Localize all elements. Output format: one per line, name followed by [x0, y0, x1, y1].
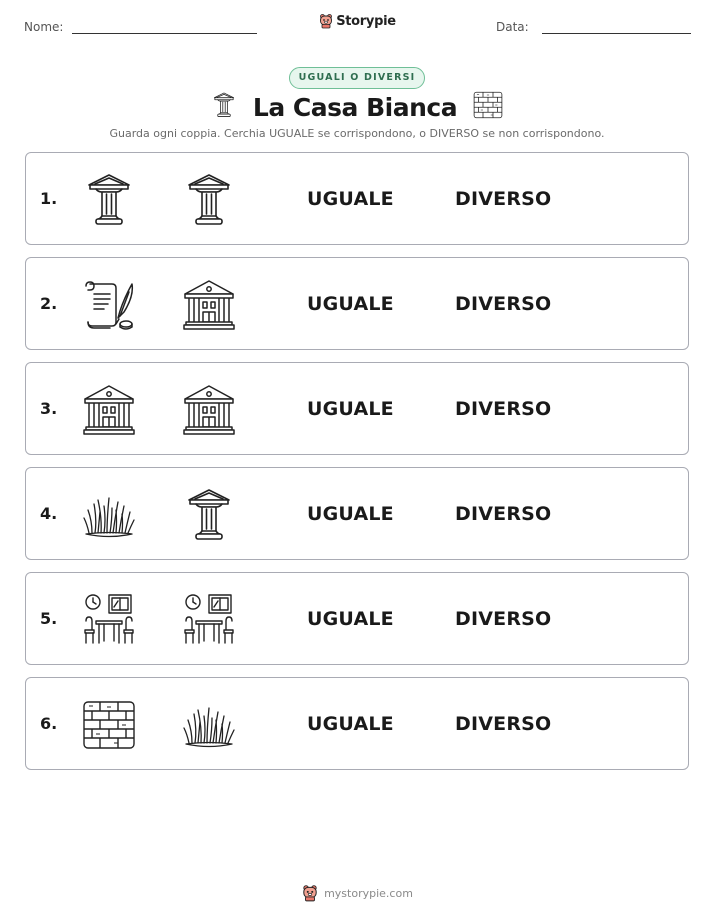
same-option[interactable]: UGUALE [307, 397, 394, 420]
dining-room-icon [182, 593, 236, 647]
column-icon [182, 488, 236, 542]
comparison-row [25, 152, 689, 245]
row-number: 6. [40, 714, 58, 733]
row-number: 1. [40, 189, 58, 208]
different-option[interactable]: DIVERSO [455, 292, 552, 315]
comparison-row [25, 677, 689, 770]
worksheet-type-badge: UGUALI O DIVERSI [289, 67, 426, 89]
different-option[interactable]: DIVERSO [455, 607, 552, 630]
column-icon [211, 90, 237, 125]
brand-logo [0, 13, 714, 29]
storypie-mascot-icon [318, 13, 334, 29]
different-option[interactable]: DIVERSO [455, 397, 552, 420]
different-option[interactable]: DIVERSO [455, 712, 552, 735]
scroll-quill-icon [82, 278, 136, 332]
grass-icon [182, 698, 236, 752]
brand-name: Storypie [336, 13, 396, 29]
government-building-icon [182, 278, 236, 332]
comparison-row [25, 257, 689, 350]
column-icon [82, 173, 136, 227]
dining-room-icon [82, 593, 136, 647]
row-number: 3. [40, 399, 58, 418]
same-option[interactable]: UGUALE [307, 607, 394, 630]
comparison-row [25, 572, 689, 665]
row-number: 4. [40, 504, 58, 523]
name-label: Nome: [24, 20, 64, 34]
government-building-icon [82, 383, 136, 437]
instructions: Guarda ogni coppia. Cerchia UGUALE se corrispondono, o DIVERSO se non corrispondono. [109, 127, 605, 140]
comparison-row [25, 467, 689, 560]
brick-wall-icon [473, 90, 503, 125]
footer [0, 884, 714, 902]
date-label: Data: [496, 20, 529, 34]
storypie-mascot-icon [301, 884, 319, 902]
government-building-icon [182, 383, 236, 437]
same-option[interactable]: UGUALE [307, 712, 394, 735]
row-number: 2. [40, 294, 58, 313]
column-icon [182, 173, 236, 227]
same-option[interactable]: UGUALE [307, 292, 394, 315]
different-option[interactable]: DIVERSO [455, 187, 552, 210]
row-number: 5. [40, 609, 58, 628]
date-line[interactable] [542, 33, 691, 34]
grass-icon [82, 488, 136, 542]
footer-url[interactable]: mystorypie.com [324, 886, 413, 900]
name-line[interactable] [72, 33, 257, 34]
same-option[interactable]: UGUALE [307, 502, 394, 525]
brick-wall-icon [82, 698, 136, 752]
page-title: La Casa Bianca [252, 93, 458, 122]
same-option[interactable]: UGUALE [307, 187, 394, 210]
different-option[interactable]: DIVERSO [455, 502, 552, 525]
comparison-row [25, 362, 689, 455]
